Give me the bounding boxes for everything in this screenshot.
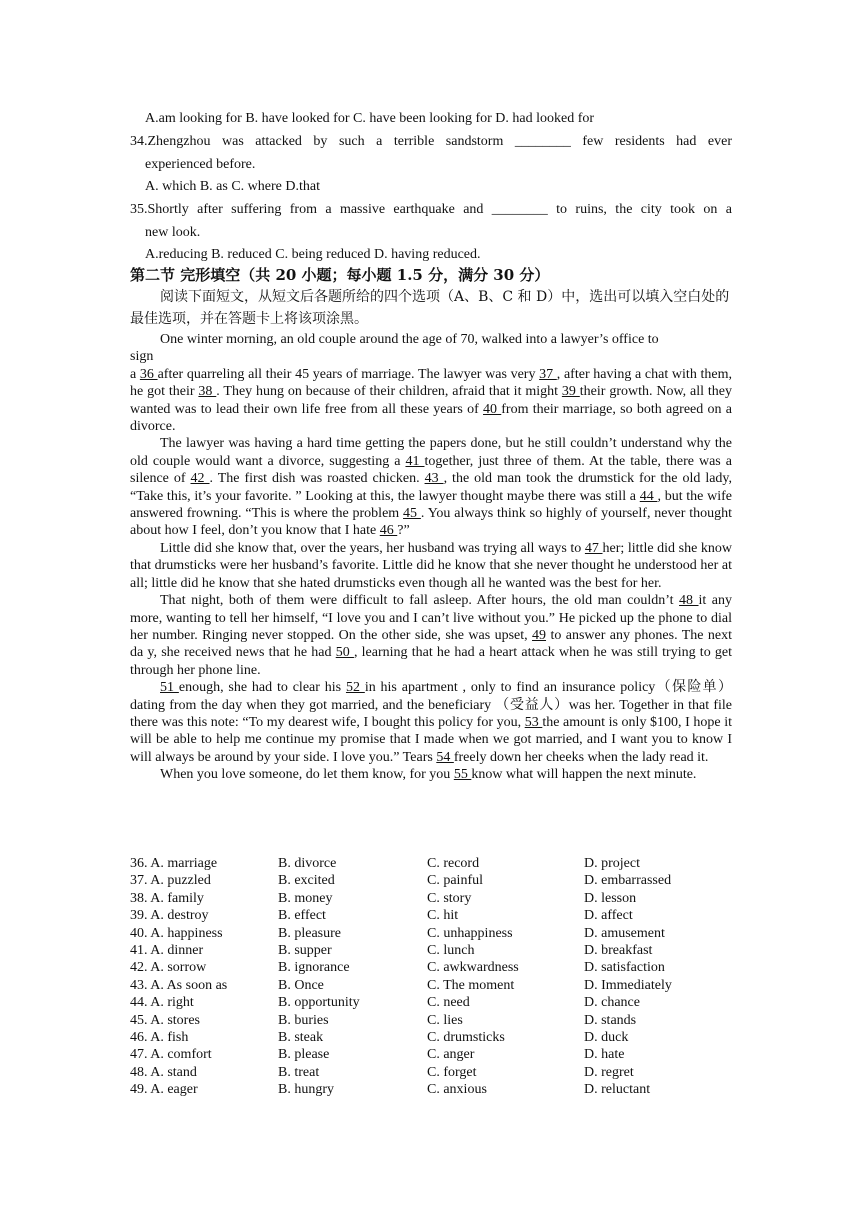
option-row <box>130 1081 734 1098</box>
text: a <box>130 366 140 382</box>
text: their growth. Now, all they wanted was to lead their own life free from all these years of <box>130 384 733 417</box>
text: , the old man took the drumstick for the old lady, “Take this, it’s your favorite. ” Looking at this, the lawyer thought maybe there was still a <box>130 471 733 504</box>
option-c: C. lunch <box>427 943 475 959</box>
option-c: C. awkwardness <box>427 960 519 976</box>
instruction-text: 阅读下面短文，从短文后各题所给的四个选项（A、B、C 和 D）中，选出可以填入空白处的最佳选项，并在答题卡上将该项涂黑。 <box>130 289 730 327</box>
option-d: D. regret <box>584 1064 634 1080</box>
blank-42: 42 <box>190 471 210 487</box>
option-c: C. anger <box>427 1047 475 1063</box>
blank-50: 50 <box>335 645 354 661</box>
q34-stem-line1: 34.Zhengzhou was attacked by such a terrible sandstorm ________ few residents had ever <box>130 134 732 149</box>
text: ?” <box>397 523 410 539</box>
option-row <box>130 925 734 942</box>
option-d: D. hate <box>584 1047 625 1063</box>
option-b: B. treat <box>278 1064 320 1080</box>
option-b: B. hungry <box>278 1082 334 1098</box>
cloze-passage <box>130 331 732 784</box>
paragraph-5 <box>130 679 732 766</box>
option-row <box>130 977 734 994</box>
q35-options: A.reducing B. reduced C. being reduced D. having reduced. <box>145 247 481 262</box>
paragraph-4 <box>130 592 732 679</box>
option-row <box>130 942 734 959</box>
option-b: B. divorce <box>278 856 337 871</box>
option-row <box>130 872 734 889</box>
text: the amount is only $100, I hope it will be able to help me continue my promise that I made when we got married, and I want you to know I will always be around by your side. I love you.” Tears <box>130 714 733 765</box>
blank-53: 53 <box>524 714 543 730</box>
option-a: 39. A. destroy <box>130 908 209 924</box>
text: , after having a chat with them, he got their <box>130 366 732 400</box>
blank-54: 54 <box>436 749 454 765</box>
paragraph-3 <box>130 540 732 592</box>
text: . You always think so highly of yourself, never thought about how I feel, don’t you know that I hate <box>130 506 733 539</box>
option-d: D. chance <box>584 995 640 1011</box>
option-a: 36. A. marriage <box>130 856 218 871</box>
text: The lawyer was having a hard time getting the papers done, but he still couldn’t understand why the old couple would want a divorce, suggesting a <box>130 436 732 469</box>
text: after quarreling all their 45 years of marriage. The lawyer was very <box>157 366 540 382</box>
option-d: D. lesson <box>584 890 637 906</box>
q35-stem-line1: 35.Shortly after suffering from a massive earthquake and ________ to ruins, the city took on a <box>130 202 732 217</box>
option-d: D. amusement <box>584 925 665 941</box>
blank-51: 51 <box>160 680 179 696</box>
blank-52: 52 <box>345 680 365 696</box>
option-a: 44. A. right <box>130 995 194 1011</box>
option-b: B. steak <box>278 1030 324 1046</box>
text: . The first dish was roasted chicken. <box>209 471 425 487</box>
option-row <box>130 1046 734 1063</box>
text: When you love someone, do let them know, for you <box>160 767 454 783</box>
option-c: C. hit <box>427 908 459 924</box>
blank-40: 40 <box>483 401 502 417</box>
text: enough, she had to clear his <box>178 680 346 696</box>
option-d: D. affect <box>584 908 633 924</box>
blank-37: 37 <box>539 366 557 382</box>
text: to answer any phones. The next da y, she received news that he had <box>130 627 732 661</box>
option-b: B. excited <box>278 873 335 889</box>
blank-55: 55 <box>453 767 472 783</box>
text: her; little did she know that drumsticks were her husband’s favorite. Little did he know that she never thought he understood her at all; little did he know that she hated drumsticks even though all he wanted was the best for her. <box>130 540 733 591</box>
option-c: C. drumsticks <box>427 1030 505 1046</box>
section-heading: 第二节 完形填空（共 20 小题；每小题 1.5 分，满分 30 分） <box>130 266 550 284</box>
text: together, just three of them. At the table, there was a silence of <box>130 453 732 487</box>
option-a: 45. A. stores <box>130 1012 200 1028</box>
option-a: 47. A. comfort <box>130 1047 212 1063</box>
option-a: 37. A. puzzled <box>130 873 211 889</box>
option-a: 48. A. stand <box>130 1064 197 1080</box>
q33-options: A.am looking for B. have looked for C. have been looking for D. had looked for <box>145 111 595 126</box>
paragraph-1-line2: sign <box>130 349 154 365</box>
option-b: B. effect <box>278 908 326 924</box>
option-b: B. Once <box>278 977 324 993</box>
text: from their marriage, so both agreed on a divorce. <box>130 401 732 435</box>
option-c: C. lies <box>427 1012 463 1028</box>
paragraph-2 <box>130 435 732 539</box>
option-a: 42. A. sorrow <box>130 960 207 976</box>
option-row <box>130 994 734 1011</box>
text: know what will happen the next minute. <box>471 767 697 783</box>
option-c: C. record <box>427 856 480 871</box>
blank-46: 46 <box>379 523 398 539</box>
option-a: 40. A. happiness <box>130 925 223 941</box>
option-a: 46. A. fish <box>130 1030 189 1046</box>
answer-options-table <box>130 855 734 1099</box>
blank-41: 41 <box>405 453 425 469</box>
option-d: D. breakfast <box>584 943 653 959</box>
option-a: 38. A. family <box>130 890 204 906</box>
blank-48: 48 <box>679 593 699 609</box>
text: That night, both of them were difficult to fall asleep. After hours, the old man couldn’t <box>160 593 680 609</box>
blank-39: 39 <box>561 384 580 400</box>
text: in his apartment , only to find an insurance policy（保险单）dating from the day when they got married, and the beneficiary （受益人）was her. Together in that file there was this note: “To my dearest wife, I bought this policy for you, <box>130 680 733 730</box>
option-row <box>130 1064 734 1081</box>
option-row <box>130 959 734 976</box>
q34-stem-line2: experienced before. <box>145 157 256 172</box>
option-row <box>130 855 734 872</box>
option-d: D. satisfaction <box>584 960 665 976</box>
q35-stem-line2: new look. <box>145 225 201 240</box>
option-c: C. need <box>427 995 470 1011</box>
option-a: 41. A. dinner <box>130 943 204 959</box>
text: it any more, wanting to tell her himself, “I love you and I can’t live without you.” He picked up the phone to dial her number. Ringing never stopped. On the other side, she was upset, <box>130 593 733 643</box>
text: Little did she know that, over the years, her husband was trying all ways to <box>160 540 585 556</box>
option-b: B. pleasure <box>278 925 341 941</box>
blank-45: 45 <box>403 506 421 522</box>
instructions <box>130 286 732 330</box>
text: , learning that he had a heart attack when he was still trying to get through her phone line. <box>130 645 733 678</box>
option-b: B. opportunity <box>278 995 360 1011</box>
option-d: D. stands <box>584 1012 637 1028</box>
blank-38: 38 <box>198 384 217 400</box>
option-d: D. Immediately <box>584 977 672 993</box>
text: , but the wife answered frowning. “This is where the problem <box>130 488 732 522</box>
option-b: B. money <box>278 890 333 906</box>
option-row <box>130 1029 734 1046</box>
option-c: C. forget <box>427 1064 477 1080</box>
blank-43: 43 <box>424 471 444 487</box>
option-c: C. unhappiness <box>427 925 513 941</box>
text: freely down her cheeks when the lady read it. <box>453 749 709 765</box>
blank-49: 49 <box>532 627 547 643</box>
option-b: B. ignorance <box>278 960 350 976</box>
option-a: 43. A. As soon as <box>130 977 228 993</box>
paragraph-1-line1: One winter morning, an old couple around the age of 70, walked into a lawyer’s office to <box>160 332 659 347</box>
option-row <box>130 907 734 924</box>
option-b: B. buries <box>278 1012 329 1028</box>
blank-36: 36 <box>139 366 158 382</box>
option-c: C. painful <box>427 873 483 889</box>
option-b: B. supper <box>278 943 332 959</box>
option-c: C. The moment <box>427 977 515 993</box>
option-d: D. project <box>584 856 640 871</box>
option-row <box>130 890 734 907</box>
option-d: D. embarrassed <box>584 873 672 889</box>
option-c: C. anxious <box>427 1082 487 1098</box>
option-c: C. story <box>427 890 472 906</box>
option-row <box>130 1012 734 1029</box>
q34-options: A. which B. as C. where D.that <box>145 179 320 194</box>
paragraph-6 <box>130 766 732 783</box>
option-d: D. reluctant <box>584 1082 651 1098</box>
option-a: 49. A. eager <box>130 1082 198 1098</box>
blank-47: 47 <box>584 540 603 556</box>
paragraph-1 <box>130 366 732 436</box>
text: . They hung on because of their children, afraid that it might <box>216 384 562 400</box>
option-b: B. please <box>278 1047 330 1063</box>
option-d: D. duck <box>584 1030 629 1046</box>
blank-44: 44 <box>639 488 658 504</box>
